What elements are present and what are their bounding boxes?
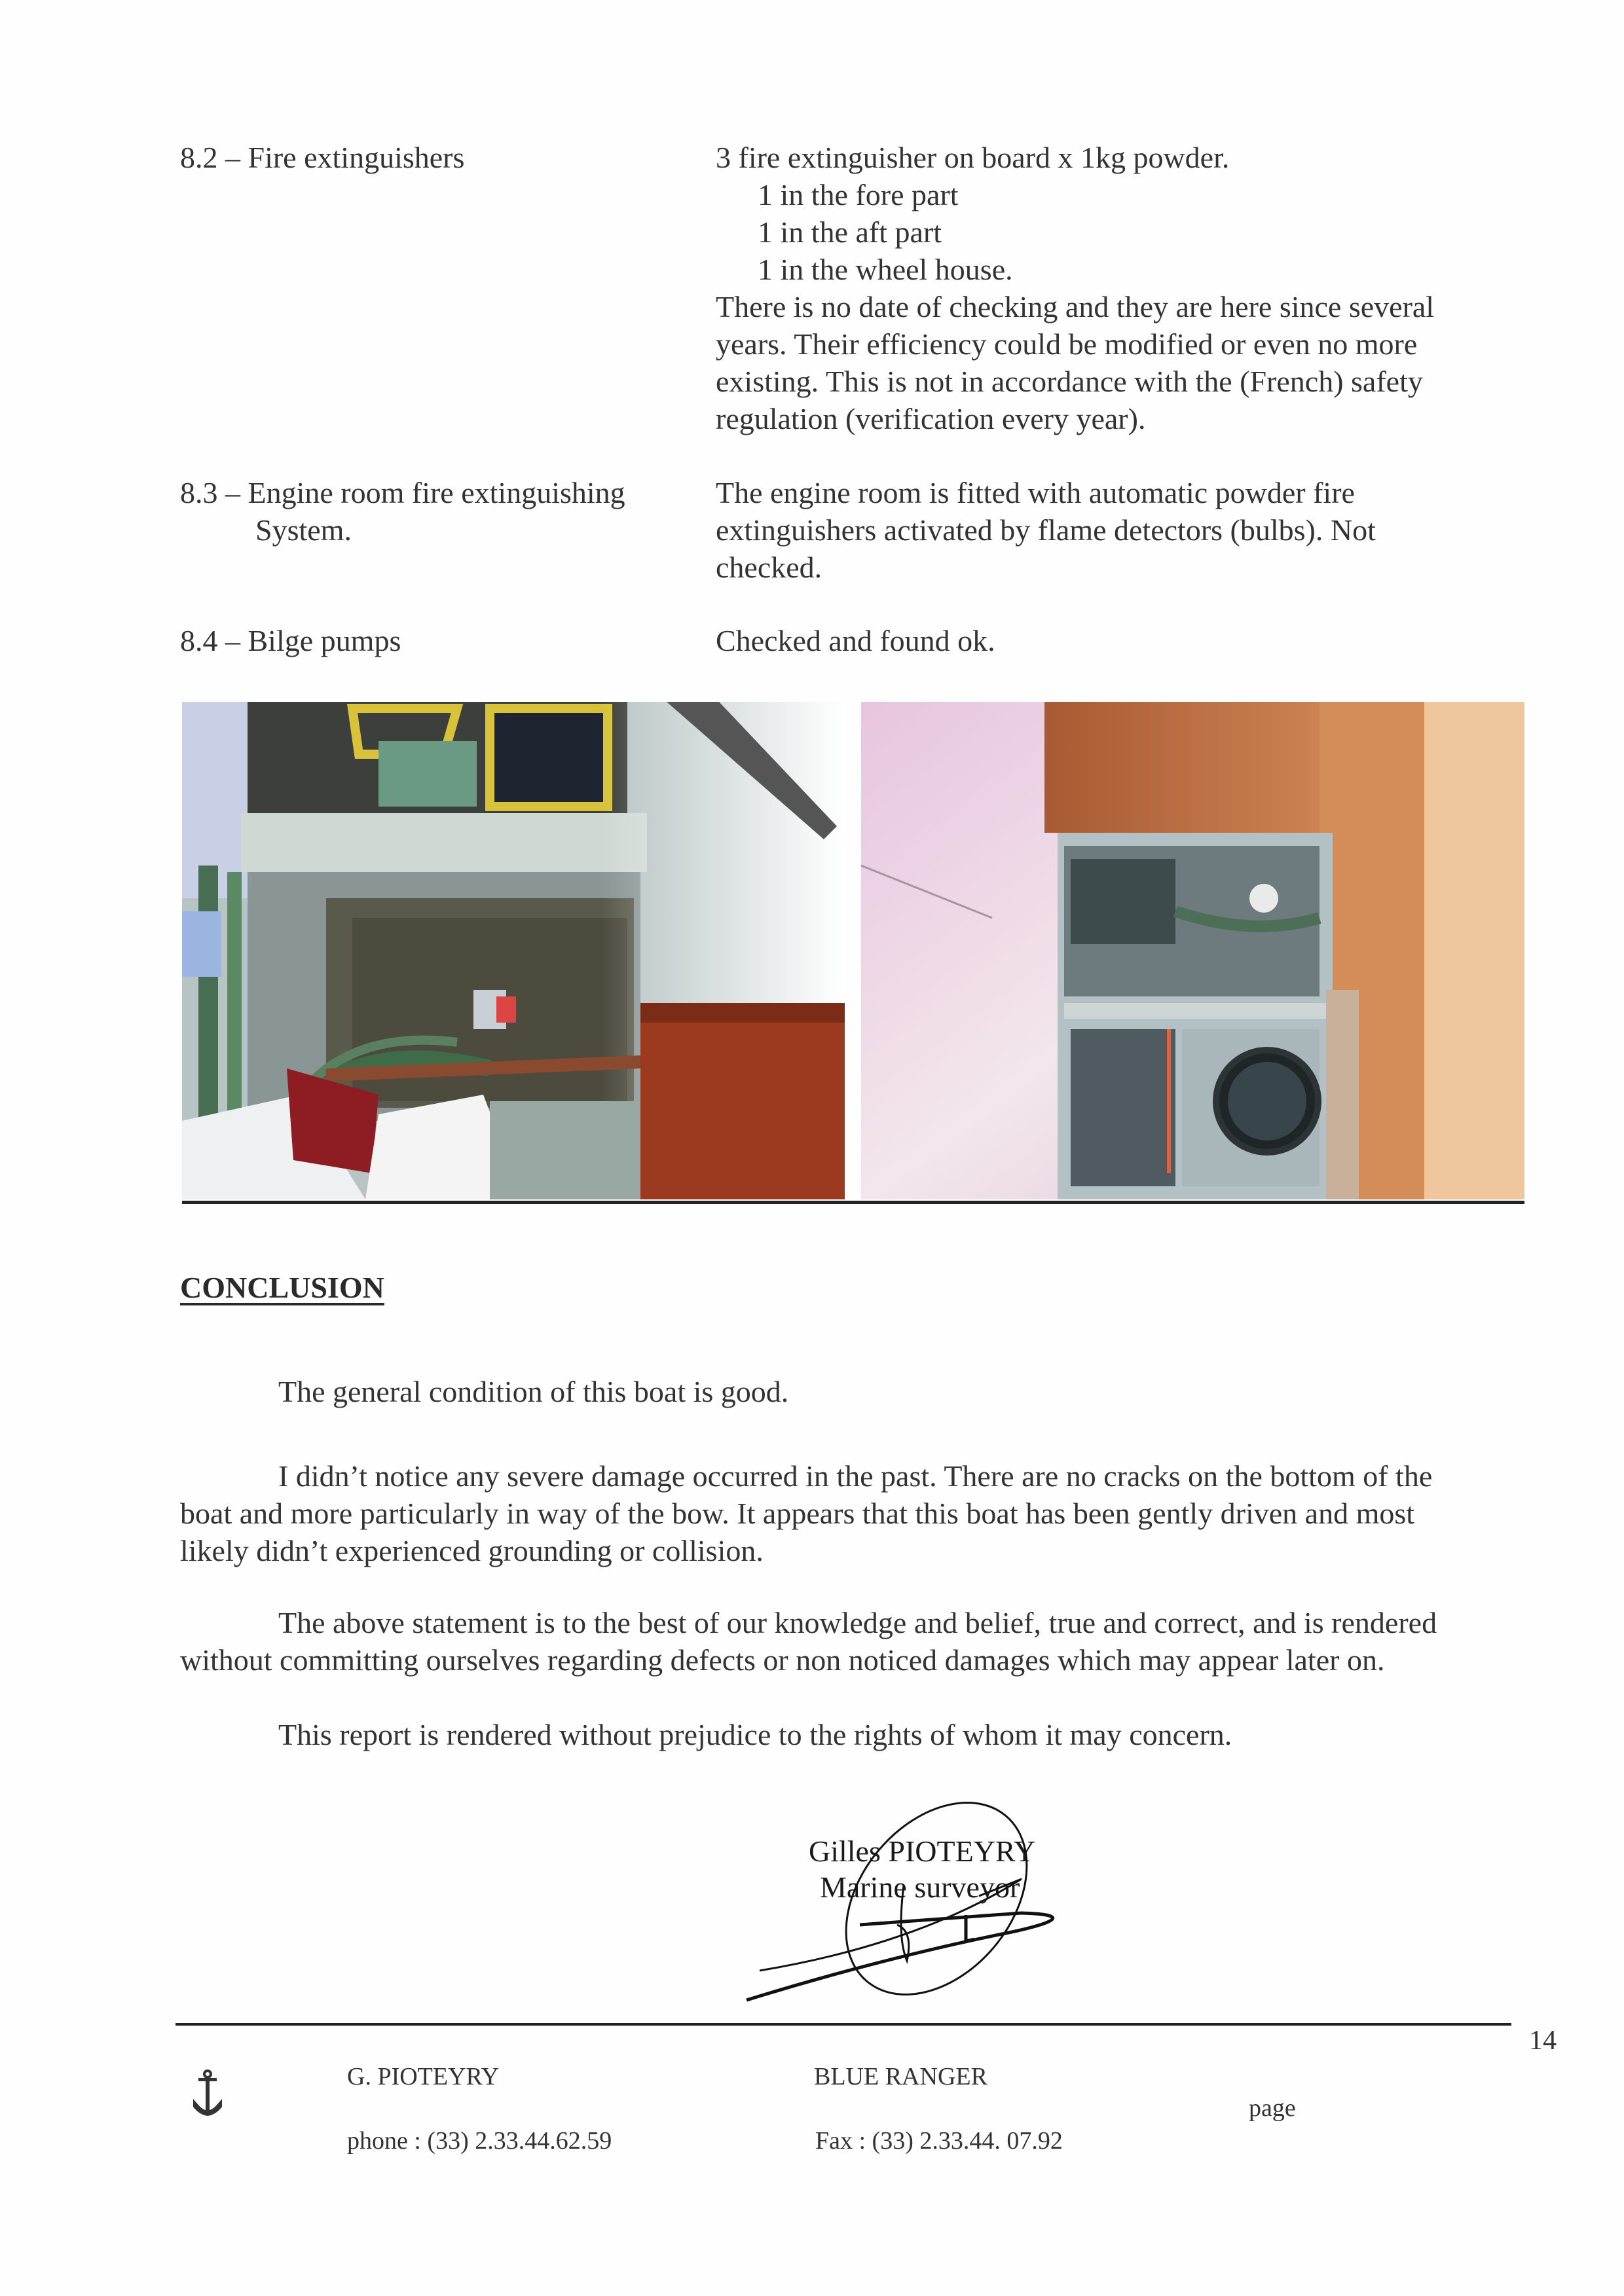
footer-fax: Fax : (33) 2.33.44. 07.92: [815, 2127, 1063, 2155]
footer-surveyor-name: G. PIOTEYRY: [347, 2063, 500, 2090]
section-8-3-label: 8.3 – Engine room fire extinguishing: [180, 476, 625, 509]
section-8-4-text: Checked and found ok.: [716, 624, 995, 657]
conclusion-paragraph-2: I didn’t notice any severe damage occurred in the past. There are no cracks on the bottom of the: [278, 1459, 1433, 1493]
handwritten-signature: [720, 1768, 1244, 2003]
conclusion-paragraph-2: likely didn’t experienced grounding or collision.: [180, 1534, 764, 1567]
page-number: 14: [1529, 2026, 1557, 2056]
section-8-3-text: extinguishers activated by flame detectors (bulbs). Not: [716, 513, 1376, 547]
section-8-2-text: 3 fire extinguisher on board x 1kg powder.: [716, 141, 1230, 174]
conclusion-paragraph-1: The general condition of this boat is good.: [278, 1375, 789, 1408]
conclusion-paragraph-2: boat and more particularly in way of the bow. It appears that this boat has been gently driven and most: [180, 1497, 1415, 1530]
bilge-photo-image: [182, 702, 845, 1199]
anchor-icon: [191, 2069, 224, 2118]
section-8-4-label: 8.4 – Bilge pumps: [180, 624, 401, 657]
section-8-2-text: regulation (verification every year).: [716, 402, 1146, 435]
engine-room-photo-image: [861, 702, 1524, 1199]
photo-bilge-compartment: [182, 702, 845, 1199]
conclusion-heading: CONCLUSION: [180, 1271, 384, 1304]
section-8-2-item: 1 in the fore part: [758, 178, 959, 211]
section-8-2-text: There is no date of checking and they are here since several: [716, 290, 1435, 323]
signature-title: Marine surveyor: [820, 1870, 1020, 1904]
footer-rule: [175, 2023, 1511, 2026]
photo-engine-room-compartment: [861, 702, 1524, 1199]
section-8-2-text: years. Their efficiency could be modified or even no more: [716, 327, 1418, 361]
footer-phone: phone : (33) 2.33.44.62.59: [347, 2127, 612, 2155]
signature-name: Gilles PIOTEYRY: [809, 1834, 1036, 1868]
section-8-2-item: 1 in the wheel house.: [758, 253, 1013, 286]
section-8-3-text: checked.: [716, 551, 822, 584]
section-8-2-text: existing. This is not in accordance with the (French) safety: [716, 365, 1423, 398]
conclusion-paragraph-4: This report is rendered without prejudice to the rights of whom it may concern.: [278, 1718, 1232, 1751]
footer-page-label: page: [1249, 2094, 1296, 2122]
section-8-2-label: 8.2 – Fire extinguishers: [180, 141, 465, 174]
section-8-3-label-cont: System.: [255, 513, 352, 547]
footer-vessel-name: BLUE RANGER: [814, 2063, 987, 2090]
signature-block: [720, 1768, 1244, 2003]
section-8-2-item: 1 in the aft part: [758, 215, 942, 249]
photo-divider-rule: [182, 1201, 1524, 1204]
conclusion-paragraph-3: The above statement is to the best of our knowledge and belief, true and correct, and is rendered: [278, 1606, 1437, 1639]
section-8-3-text: The engine room is fitted with automatic powder fire: [716, 476, 1355, 509]
conclusion-paragraph-3: without committing ourselves regarding defects or non noticed damages which may appear later on.: [180, 1643, 1385, 1677]
